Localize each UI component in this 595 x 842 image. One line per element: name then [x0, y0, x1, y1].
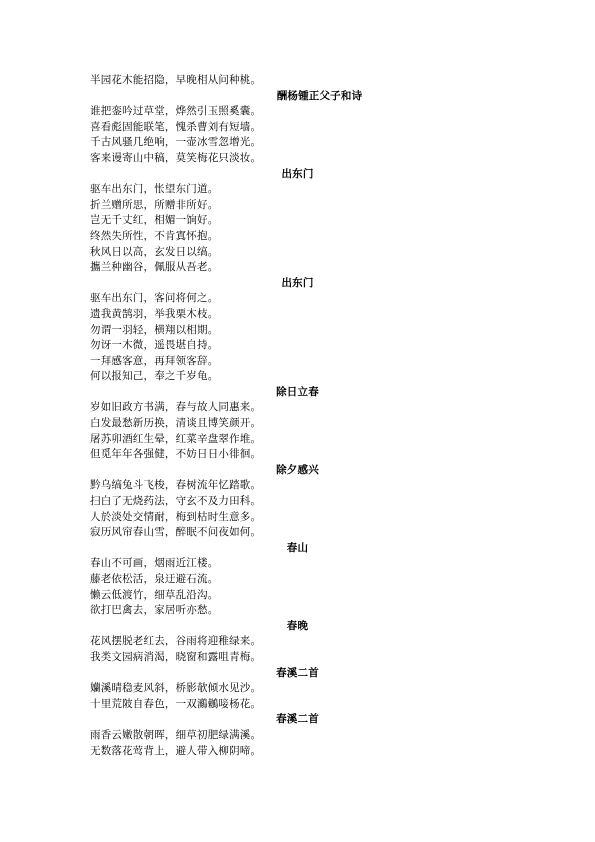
poem-line: 何以报知己，奉之千岁龟。: [90, 370, 219, 383]
poem-line: 黔乌缟兔斗飞梭，春树流年忆踏歌。: [90, 479, 262, 492]
poem-line: 春山不可画，烟雨近江楼。: [90, 557, 219, 570]
intro-line: 半园花木能招隐，早晚相从问种桃。: [90, 74, 262, 86]
poem-line: 客来谩寄山中稿，莫笑梅花只淡妆。: [90, 151, 262, 164]
poem-title: 出东门: [281, 167, 314, 180]
poem-line: 秋风日以高，玄发日以缟。: [90, 245, 219, 258]
poem-line: 白发最愁新历换，清谈且博笑颜开。: [90, 417, 262, 430]
poem-line: 欲打巴禽去，家居听亦愁。: [90, 604, 219, 617]
poem-text-block: [90, 73, 505, 759]
poem-line: 终然失所性，不肯寘怀抱。: [90, 229, 219, 242]
poem-line: 攜兰种幽谷，佩服从吾老。: [90, 261, 219, 274]
poem-line: 遗我黄鹄羽，举我栗木枝。: [90, 307, 219, 320]
poem-line: 折兰赠所思，所赠非所好。: [90, 198, 219, 211]
poem-line: 人於淡处交情耐，梅到枯时生意多。: [90, 510, 262, 523]
poem-line: 雨香云嫩散朝晖，细草初肥绿满溪。: [90, 728, 262, 741]
poem-title: 春溪二首: [276, 666, 319, 679]
poem-line: 岁如旧政方书满，春与故人同惠来。: [90, 401, 262, 414]
poem-line: 岂无千丈红，相媚一饷好。: [90, 214, 219, 227]
poem-line: 我类文园病消渴，晓窗和露咀青梅。: [90, 650, 262, 663]
poem-line: 无数落花莺背上，避人带入柳阴啼。: [90, 744, 262, 757]
poem-line: 谁把銮吟过草堂，烨然引玉照奚囊。: [90, 105, 262, 118]
poem-line: 扫白了无烧药法，守玄不及力田科。: [90, 495, 262, 508]
poem-line: 屠苏卯酒红生晕，红菜辛盘翠作堆。: [90, 432, 262, 445]
poem-title: 出东门: [281, 276, 314, 289]
poem-line: 十里荒陂自春色，一双鸂鶒唼杨花。: [90, 697, 262, 710]
poem-line: 喜看彪固能联笔，愧杀曹刘有短墙。: [90, 120, 262, 133]
poem-line: 懒云低渡竹，细草乱沿沟。: [90, 588, 219, 601]
poem-title: 春山: [286, 541, 309, 554]
poem-line: 花风摆脱老红去，谷雨将迎稚绿来。: [90, 635, 262, 648]
poem-line: 驱车出东门，怅望东门道。: [90, 183, 219, 196]
poem-line: 孏溪晴稳麦风斜，桥影欹倾水见沙。: [90, 682, 262, 695]
poem-title: 除夕感兴: [276, 463, 319, 476]
poem-title: 除日立春: [276, 385, 319, 398]
poem-line: 驱车出东门，客问将何之。: [90, 292, 219, 305]
poem-title: 春晚: [286, 619, 309, 632]
poem-title: 酬杨锺正父子和诗: [276, 89, 363, 102]
poem-line: 但觅年年各强健，不妨日日小徘徊。: [90, 448, 262, 461]
poem-title: 春溪二首: [276, 713, 319, 726]
poem-line: 藤老依松活，泉迂避石流。: [90, 573, 219, 585]
poem-line: 勿讶一木微，遥畏堪自持。: [90, 339, 219, 352]
poem-line: 一拜感客意，再拜领客辞。: [90, 354, 219, 367]
poem-line: 勿谓一羽轻，横翔以相期。: [90, 323, 219, 336]
poem-line: 寂历风帘春山雪，醉眠不问夜如何。: [90, 526, 262, 539]
poem-line: 千古风骚几绝响，一壶冰雪忽增光。: [90, 136, 262, 149]
